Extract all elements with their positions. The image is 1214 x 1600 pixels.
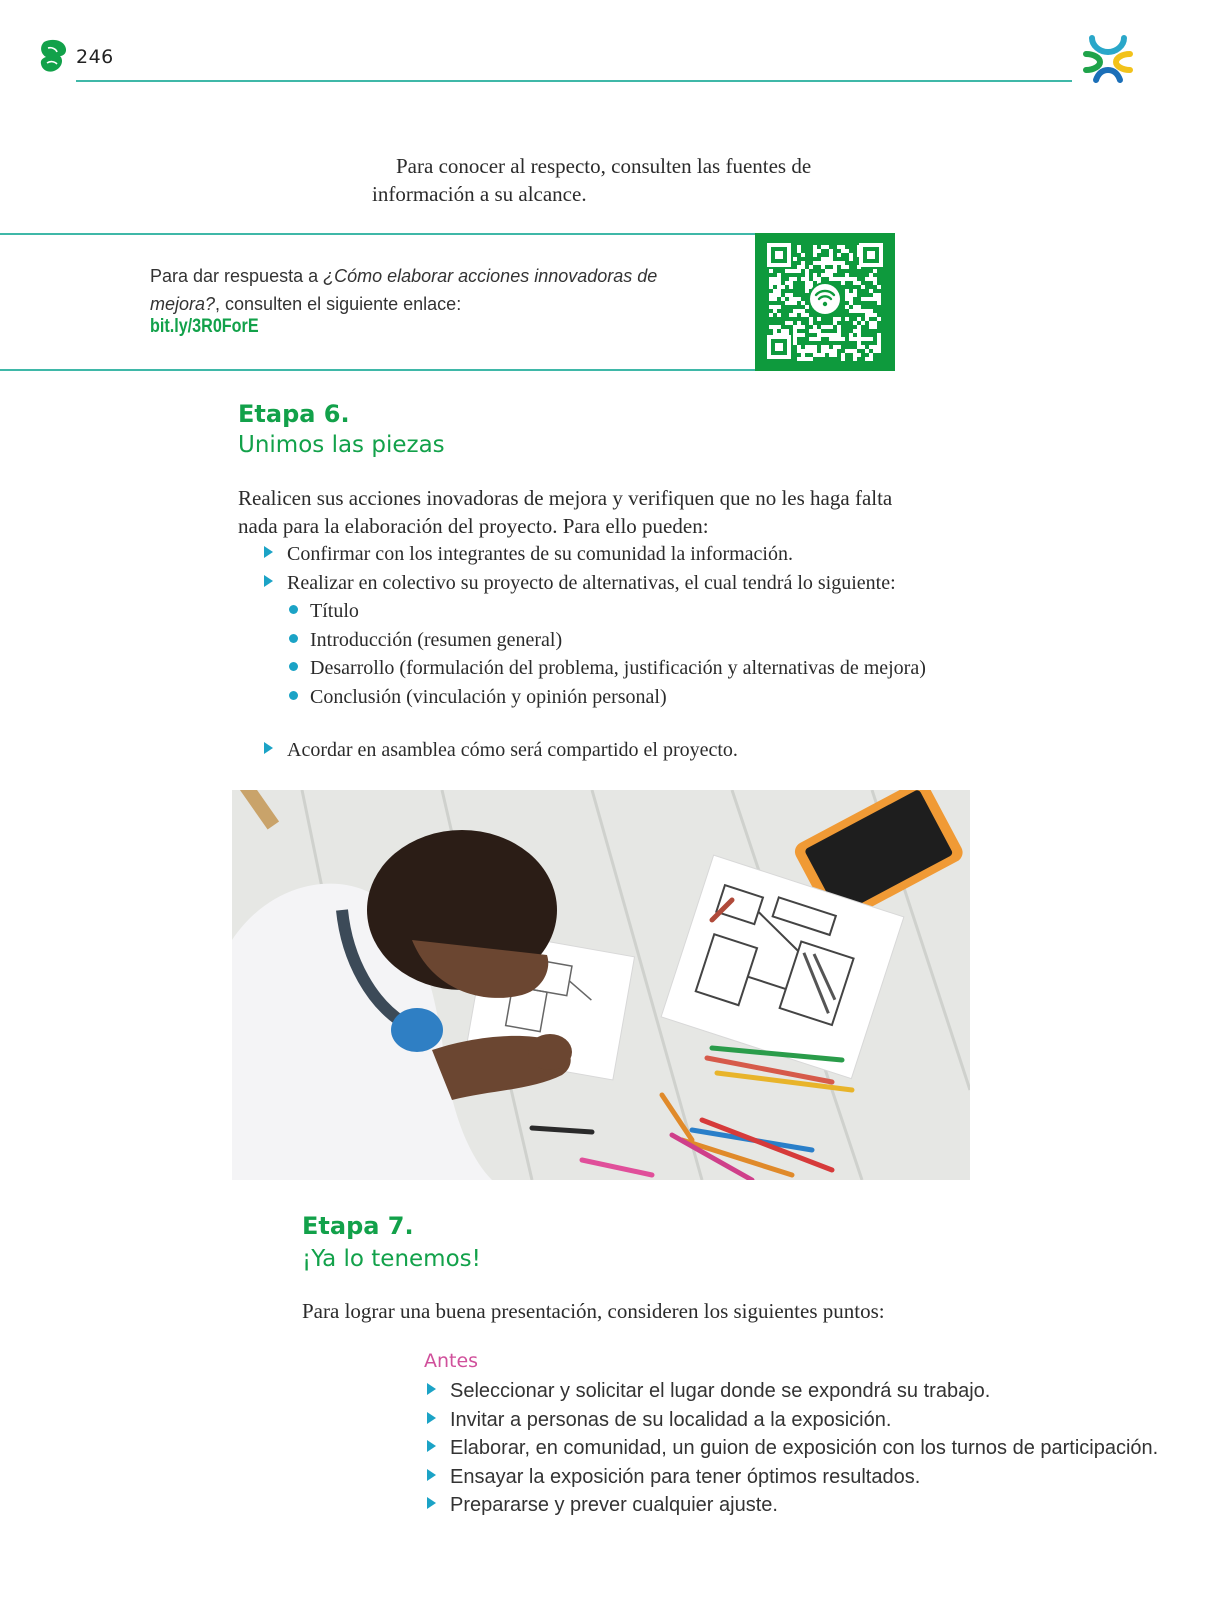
- stage-6-paragraph: [238, 484, 978, 540]
- triangle-bullet-icon: [427, 1497, 436, 1509]
- dot-bullet-icon: [289, 605, 298, 614]
- link-text-question: ¿Cómo elaborar acciones innovadoras de mejora?: [150, 266, 658, 314]
- stage-7-paragraph: Para lograr una buena presentación, consideren los siguientes puntos:: [302, 1299, 885, 1323]
- link-box-top-rule: [0, 233, 755, 235]
- intro-line-1: Para conocer al respecto, consulten las fuentes de: [396, 154, 812, 178]
- stage-7-title: ¡Ya lo tenemos!: [302, 1246, 481, 1272]
- list-item: Seleccionar y solicitar el lugar donde se expondrá su trabajo.: [427, 1377, 1158, 1406]
- list-item: Conclusión (vinculación y opinión personal): [289, 683, 926, 712]
- qr-code[interactable]: [755, 233, 895, 371]
- stage-6-paragraph-line-1: Realicen sus acciones inovadoras de mejora y verifiquen que no les haga falta: [238, 486, 893, 510]
- list-item: Confirmar con los integrantes de su comunidad la información.: [264, 540, 896, 569]
- dot-bullet-icon: [289, 691, 298, 700]
- list-item: Realizar en colectivo su proyecto de alternativas, el cual tendrá lo siguiente:: [264, 569, 896, 598]
- stage-6-sub-bullet-list: [289, 597, 926, 711]
- intro-line-2: información a su alcance.: [372, 182, 587, 206]
- list-item: Prepararse y prever cualquier ajuste.: [427, 1491, 1158, 1520]
- link-text-before: Para dar respuesta a: [150, 266, 324, 286]
- list-item: Desarrollo (formulación del problema, justificación y alternativas de mejora): [289, 654, 926, 683]
- triangle-bullet-icon: [264, 742, 273, 754]
- list-item: Título: [289, 597, 926, 626]
- list-item: Introducción (resumen general): [289, 626, 926, 655]
- dot-bullet-icon: [289, 662, 298, 671]
- stage-6-number: Etapa 6.: [238, 400, 350, 428]
- stage-6-last-bullet: [264, 736, 738, 765]
- stage-7-number: Etapa 7.: [302, 1212, 414, 1240]
- triangle-bullet-icon: [264, 546, 273, 558]
- dot-bullet-icon: [289, 634, 298, 643]
- photo-child-drawing: [232, 790, 970, 1180]
- stage-6-bullet-list: [264, 540, 896, 597]
- antes-list: [427, 1377, 1158, 1520]
- stage-6-paragraph-line-2: nada para la elaboración del proyecto. Para ello pueden:: [238, 514, 709, 538]
- triangle-bullet-icon: [427, 1383, 436, 1395]
- triangle-bullet-icon: [427, 1469, 436, 1481]
- photo-illustration: [232, 790, 970, 1180]
- link-url[interactable]: bit.ly/3R0ForE: [150, 316, 259, 337]
- leaf-emblem-icon: [38, 38, 68, 74]
- intro-paragraph: [372, 152, 872, 208]
- community-logo-icon: [1082, 32, 1134, 84]
- link-box-bottom-rule: [0, 369, 755, 371]
- list-item: Invitar a personas de su localidad a la exposición.: [427, 1406, 1158, 1435]
- triangle-bullet-icon: [427, 1412, 436, 1424]
- header-rule: [76, 80, 1072, 82]
- qr-code-pattern-icon: [755, 233, 895, 371]
- triangle-bullet-icon: [264, 575, 273, 587]
- list-item: Acordar en asamblea cómo será compartido el proyecto.: [264, 736, 738, 765]
- antes-label: Antes: [424, 1350, 479, 1372]
- list-item: Elaborar, en comunidad, un guion de exposición con los turnos de participación.: [427, 1434, 1158, 1463]
- stage-6-title: Unimos las piezas: [238, 432, 445, 458]
- triangle-bullet-icon: [427, 1440, 436, 1452]
- link-text-after: , consulten el siguiente enlace:: [215, 294, 462, 314]
- page-number: 246: [76, 46, 114, 68]
- link-box-text: [150, 262, 730, 318]
- list-item: Ensayar la exposición para tener óptimos resultados.: [427, 1463, 1158, 1492]
